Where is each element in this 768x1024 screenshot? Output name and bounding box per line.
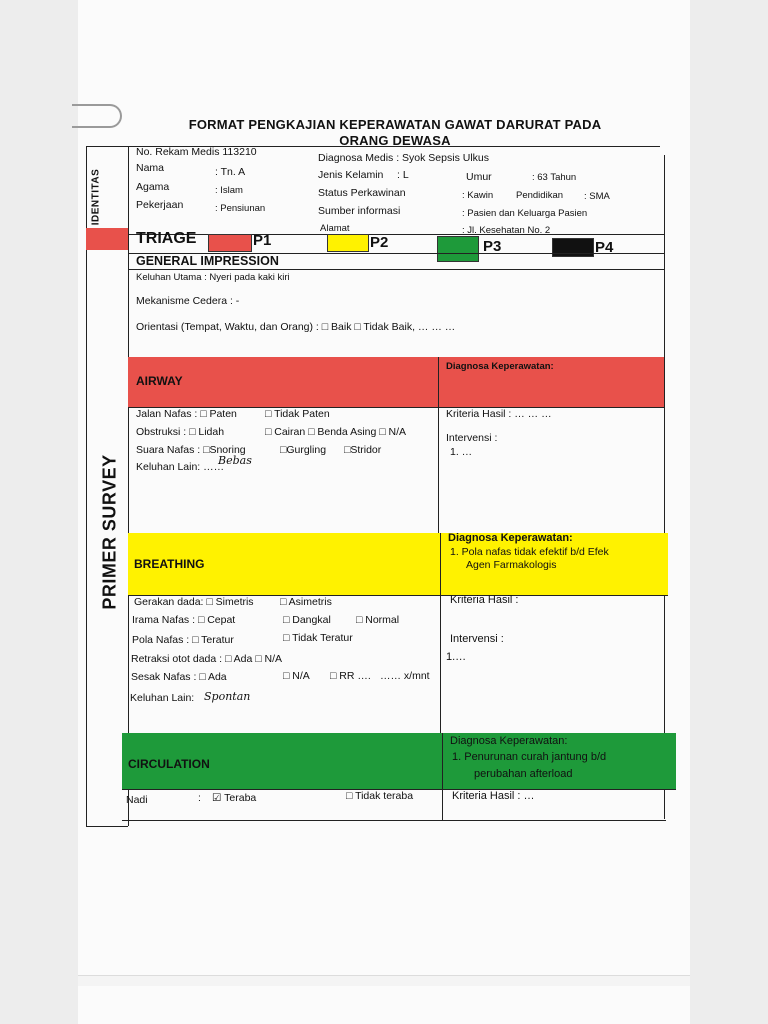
triage-p2: P2	[370, 234, 389, 251]
airway-diagnosa-label: Diagnosa Keperawatan:	[446, 361, 554, 372]
sidebar-divider	[128, 146, 129, 826]
breathing-irama: Irama Nafas : □ Cepat	[132, 614, 236, 626]
circulation-nadi-colon: :	[198, 792, 201, 804]
agama-value: : Islam	[215, 185, 243, 196]
nama-value: : Tn. A	[215, 166, 246, 178]
breathing-diagnosa-1a: 1. Pola nafas tidak efektif b/d Efek	[450, 546, 609, 558]
breathing-rr: □ RR ….	[330, 670, 371, 682]
circulation-tidak-teraba: □ Tidak teraba	[346, 790, 414, 802]
circulation-teraba: ☑ Teraba	[212, 792, 257, 804]
airway-header: AIRWAY	[136, 374, 183, 388]
airway-divider	[438, 357, 439, 533]
paper-fold	[78, 975, 690, 986]
triage-p4-swatch	[552, 238, 594, 257]
circulation-diagnosa-1b: perubahan afterload	[474, 768, 573, 780]
circulation-divider	[442, 733, 443, 821]
sumber-value: : Pasien dan Keluarga Pasien	[462, 208, 588, 219]
breathing-rr-tail: …… x/mnt	[380, 670, 430, 682]
circulation-kriteria: Kriteria Hasil : …	[452, 790, 535, 802]
airway-kriteria: Kriteria Hasil : … … …	[446, 408, 552, 420]
breathing-intervensi: Intervensi :	[450, 633, 504, 645]
breathing-dangkal: □ Dangkal	[283, 614, 331, 626]
pendidikan-value: : SMA	[584, 191, 610, 202]
airway-gurgling: □Gurgling	[280, 444, 327, 456]
gi-orientasi: Orientasi (Tempat, Waktu, dan Orang) : □ Baik □ Tidak Baik, … … …	[136, 321, 456, 333]
alamat-label: Alamat	[320, 223, 350, 234]
breathing-keluhan-handwritten: Spontan	[204, 690, 251, 703]
airway-intervensi: Intervensi :	[446, 432, 498, 444]
airway-header-band	[128, 357, 664, 407]
umur-value: : 63 Tahun	[532, 172, 577, 183]
breathing-keluhan-lain: Keluhan Lain:	[130, 692, 195, 704]
airway-suara-nafas: Suara Nafas : □Snoring	[136, 444, 246, 456]
frame-bottom-left	[86, 826, 128, 827]
triage-label: TRIAGE	[136, 230, 197, 247]
breathing-kriteria: Kriteria Hasil :	[450, 594, 519, 606]
triage-p1-swatch	[208, 234, 252, 252]
airway-tidak-paten: □ Tidak Paten	[265, 408, 330, 420]
triage-p1: P1	[253, 232, 272, 249]
breathing-sesak-na: □ N/A	[283, 670, 310, 682]
sidebar-red-band	[86, 228, 128, 250]
triage-p4: P4	[595, 239, 614, 256]
breathing-divider	[440, 533, 441, 733]
status-label: Status Perkawinan	[318, 187, 406, 199]
airway-stridor: □Stridor	[344, 444, 382, 456]
gi-header: GENERAL IMPRESSION	[136, 254, 279, 268]
nama-label: Nama	[136, 162, 165, 174]
form-subtitle: ORANG DEWASA	[339, 133, 451, 148]
circulation-nadi: Nadi	[126, 794, 148, 806]
breathing-header-band	[128, 533, 668, 595]
pekerjaan-value: : Pensiunan	[215, 203, 266, 214]
pendidikan-label: Pendidikan	[516, 190, 564, 201]
jenis-kelamin-label: Jenis Kelamin	[318, 169, 384, 181]
form-title: FORMAT PENGKAJIAN KEPERAWATAN GAWAT DARURAT PADA	[188, 117, 602, 132]
breathing-tidak-teratur: □ Tidak Teratur	[283, 632, 353, 644]
breathing-pola: Pola Nafas : □ Teratur	[132, 634, 234, 646]
agama-label: Agama	[136, 181, 170, 193]
breathing-sesak: Sesak Nafas : □ Ada	[131, 671, 227, 683]
breathing-diagnosa-label: Diagnosa Keperawatan:	[448, 532, 573, 544]
rekam-medis: No. Rekam Medis 113210	[136, 146, 257, 158]
airway-keluhan-lain: Keluhan Lain: ……	[136, 461, 225, 473]
circulation-diagnosa-label: Diagnosa Keperawatan:	[450, 735, 568, 747]
frame-right	[664, 155, 665, 819]
airway-keluhan-handwritten: Bebas	[218, 454, 252, 467]
airway-jalan-nafas: Jalan Nafas : □ Paten	[136, 408, 237, 420]
triage-p3: P3	[483, 238, 502, 255]
triage-p2-swatch	[327, 234, 369, 252]
frame-bottom	[122, 820, 666, 821]
diagnosa-medis: Diagnosa Medis : Syok Sepsis Ulkus	[318, 152, 489, 164]
breathing-asimetris: □ Asimetris	[280, 596, 332, 608]
gi-keluhan-utama: Keluhan Utama : Nyeri pada kaki kiri	[136, 272, 290, 283]
airway-obstruksi: Obstruksi : □ Lidah	[136, 426, 225, 438]
jenis-kelamin-value: : L	[397, 169, 409, 181]
gi-header-line	[128, 269, 664, 270]
paper-clip	[72, 104, 122, 128]
airway-intervensi-1: 1. …	[450, 446, 473, 458]
status-value: : Kawin	[462, 190, 494, 201]
breathing-gerakan: Gerakan dada: □ Simetris	[134, 596, 254, 608]
triage-p3-swatch	[437, 236, 479, 262]
circulation-diagnosa-1a: 1. Penurunan curah jantung b/d	[452, 751, 607, 763]
sidebar-identitas: IDENTITAS	[90, 168, 102, 226]
pekerjaan-label: Pekerjaan	[136, 199, 184, 211]
breathing-retraksi: Retraksi otot dada : □ Ada □ N/A	[131, 653, 283, 665]
sidebar-primary-survey: PRIMER SURVEY	[99, 454, 120, 610]
airway-cairan: □ Cairan □ Benda Asing □ N/A	[265, 426, 407, 438]
breathing-header: BREATHING	[134, 557, 205, 571]
alamat-value: : Jl. Kesehatan No. 2	[462, 225, 551, 236]
umur-label: Umur	[466, 171, 492, 183]
circulation-header: CIRCULATION	[128, 757, 210, 771]
breathing-diagnosa-1b: Agen Farmakologis	[466, 559, 557, 571]
breathing-normal: □ Normal	[356, 614, 400, 626]
gi-mekanisme: Mekanisme Cedera : -	[136, 295, 240, 307]
sumber-label: Sumber informasi	[318, 205, 401, 217]
breathing-intervensi-1: 1.…	[446, 651, 467, 663]
